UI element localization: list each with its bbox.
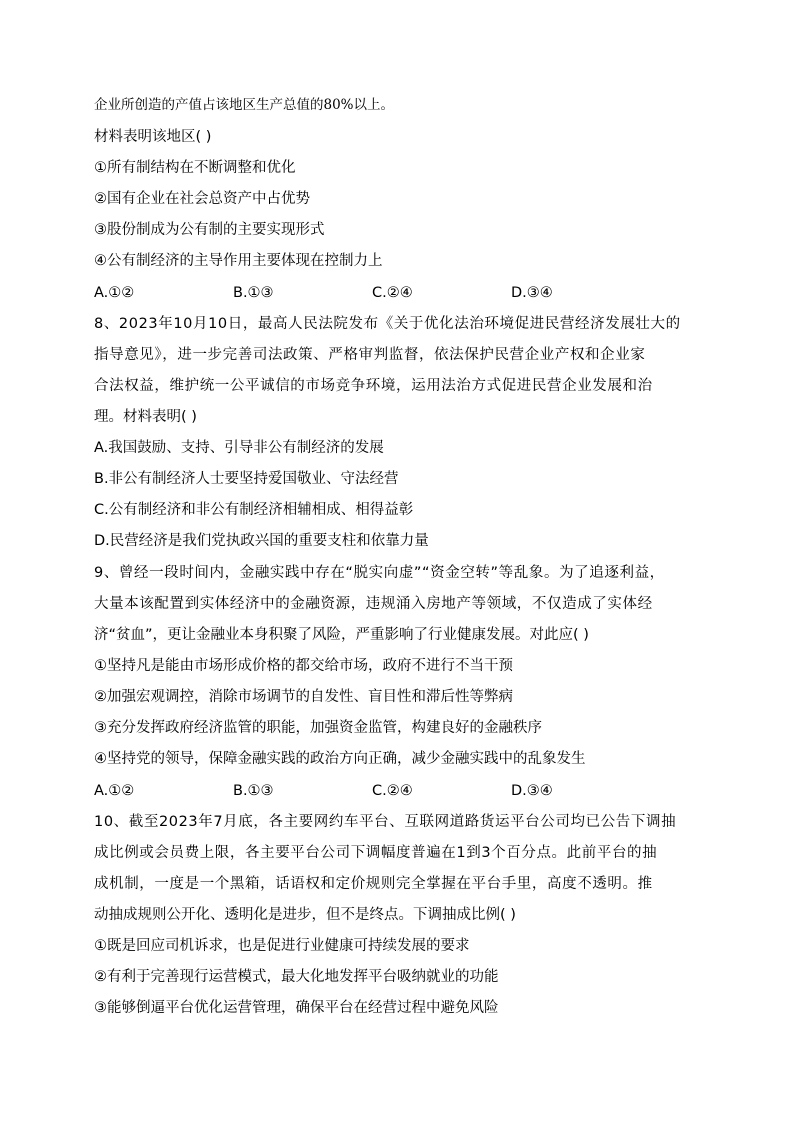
q7-item-3: ③股份制成为公有制的主要实现形式 <box>94 222 325 238</box>
q9-stem-line-2: 大量本该配置到实体经济中的金融资源，违规涌入房地产等领域，不仅造成了实体经 <box>94 596 653 612</box>
q7-option-a: A.①② <box>94 285 135 301</box>
q10-stem-line-2: 成比例或会员费上限，各主要平台公司下调幅度普遍在1到3个百分点。此前平台的抽 <box>94 845 658 861</box>
q7-item-1: ①所有制结构在不断调整和优化 <box>94 160 296 176</box>
q9-stem-line-1: 9、曾经一段时间内，金融实践中存在“脱实向虚”“资金空转”等乱象。为了追逐利益， <box>94 565 665 581</box>
q10-item-1: ①既是回应司机诉求，也是促进行业健康可持续发展的要求 <box>94 938 470 954</box>
q8-option-c: C.公有制经济和非公有制经济相辅相成、相得益彰 <box>94 502 414 518</box>
q8-option-b: B.非公有制经济人士要坚持爱国敬业、守法经营 <box>94 471 399 487</box>
q10-item-3: ③能够倒逼平台优化运营管理，确保平台在经营过程中避免风险 <box>94 1000 499 1016</box>
q10-stem-line-1: 10、截至2023年7月底，各主要网约车平台、互联网道路货运平台公司均已公告下调抽 <box>94 814 677 830</box>
q9-stem-line-3: 济“贫血”，更让金融业本身积聚了风险，严重影响了行业健康发展。对此应( ) <box>94 627 589 643</box>
q9-option-c: C.②④ <box>372 783 413 799</box>
q7-option-c: C.②④ <box>372 285 413 301</box>
q8-stem-line-3: 合法权益，维护统一公平诚信的市场竞争环境，运用法治方式促进民营企业发展和治 <box>94 378 653 394</box>
q10-stem-line-4: 动抽成规则公开化、透明化是进步，但不是终点。下调抽成比例( ) <box>94 907 516 923</box>
q9-option-a: A.①② <box>94 783 135 799</box>
q7-item-2: ②国有企业在社会总资产中占优势 <box>94 191 310 207</box>
q9-item-3: ③充分发挥政府经济监管的职能，加强资金监管，构建良好的金融秩序 <box>94 720 542 736</box>
q7-item-4: ④公有制经济的主导作用主要体现在控制力上 <box>94 253 383 269</box>
q8-stem-line-4: 理。材料表明( ) <box>94 409 197 425</box>
q8-stem-line-1: 8、2023年10月10日，最高人民法院发布《关于优化法治环境促进民营经济发展壮大的 <box>94 316 681 332</box>
q9-option-d: D.③④ <box>511 783 553 799</box>
q9-option-b: B.①③ <box>233 783 274 799</box>
q8-option-d: D.民营经济是我们党执政兴国的重要支柱和依靠力量 <box>94 533 429 549</box>
q9-item-2: ②加强宏观调控，消除市场调节的自发性、盲目性和滞后性等弊病 <box>94 689 513 705</box>
q9-item-4: ④坚持党的领导，保障金融实践的政治方向正确，减少金融实践中的乱象发生 <box>94 751 586 767</box>
q7-stem: 材料表明该地区( ) <box>94 129 212 145</box>
q9-item-1: ①坚持凡是能由市场形成价格的都交给市场，政府不进行不当干预 <box>94 658 513 674</box>
q7-option-b: B.①③ <box>233 285 274 301</box>
q7-option-d: D.③④ <box>511 285 553 301</box>
material-intro-text: 企业所创造的产值占该地区生产总值的80%以上。 <box>94 97 395 113</box>
q8-stem-line-2: 指导意见》，进一步完善司法政策、严格审判监督，依法保护民营企业产权和企业家 <box>94 347 646 363</box>
q10-stem-line-3: 成机制，一度是一个黑箱，话语权和定价规则完全掌握在平台手里，高度不透明。推 <box>94 876 653 892</box>
q8-option-a: A.我国鼓励、支持、引导非公有制经济的发展 <box>94 440 384 456</box>
q10-item-2: ②有利于完善现行运营模式，最大化地发挥平台吸纳就业的功能 <box>94 969 499 985</box>
